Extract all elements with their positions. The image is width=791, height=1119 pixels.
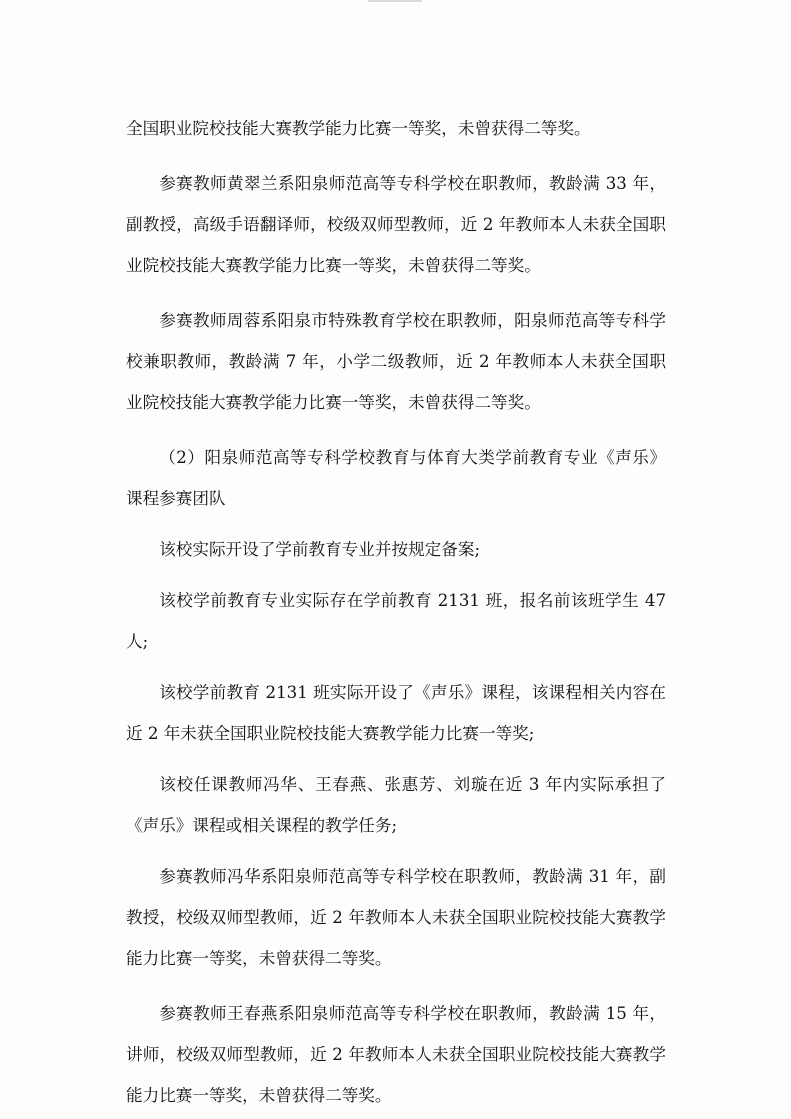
- paragraph: 参赛教师黄翠兰系阳泉师范高等专科学校在职教师，教龄满 33 年，副教授，高级手语翻译师，校级双师型教师，近 2 年教师本人未获全国职业院校技能大赛教学能力比赛一等奖，未曾获得二等奖。: [126, 174, 666, 275]
- paragraph: 该校任课教师冯华、王春燕、张惠芳、刘璇在近 3 年内实际承担了《声乐》课程或相关课程的教学任务;: [126, 775, 666, 835]
- paragraph: 该校实际开设了学前教育专业并按规定备案;: [159, 540, 481, 559]
- document-body: [126, 108, 666, 1119]
- section-heading: （2）阳泉师范高等专科学校教育与体育大类学前教育专业《声乐》课程参赛团队: [126, 448, 666, 508]
- scan-edge-mark: [368, 0, 422, 2]
- paragraph: 该校学前教育专业实际存在学前教育 2131 班，报名前该班学生 47 人;: [126, 591, 666, 651]
- paragraph: 参赛教师冯华系阳泉师范高等专科学校在职教师，教龄满 31 年，副教授，校级双师型教师，近 2 年教师本人未获全国职业院校技能大赛教学能力比赛一等奖，未曾获得二等奖。: [126, 867, 666, 968]
- paragraph: 该校学前教育 2131 班实际开设了《声乐》课程，该课程相关内容在近 2 年未获全国职业院校技能大赛教学能力比赛一等奖;: [126, 683, 666, 743]
- paragraph: 参赛教师周蓉系阳泉市特殊教育学校在职教师，阳泉师范高等专科学校兼职教师，教龄满 7 年，小学二级教师，近 2 年教师本人未获全国职业院校技能大赛教学能力比赛一等奖，未曾获得二等奖。: [126, 311, 666, 412]
- paragraph: 参赛教师王春燕系阳泉师范高等专科学校在职教师，教龄满 15 年，讲师，校级双师型教师，近 2 年教师本人未获全国职业院校技能大赛教学能力比赛一等奖，未曾获得二等奖。: [126, 1004, 666, 1105]
- paragraph: 全国职业院校技能大赛教学能力比赛一等奖，未曾获得二等奖。: [126, 119, 591, 138]
